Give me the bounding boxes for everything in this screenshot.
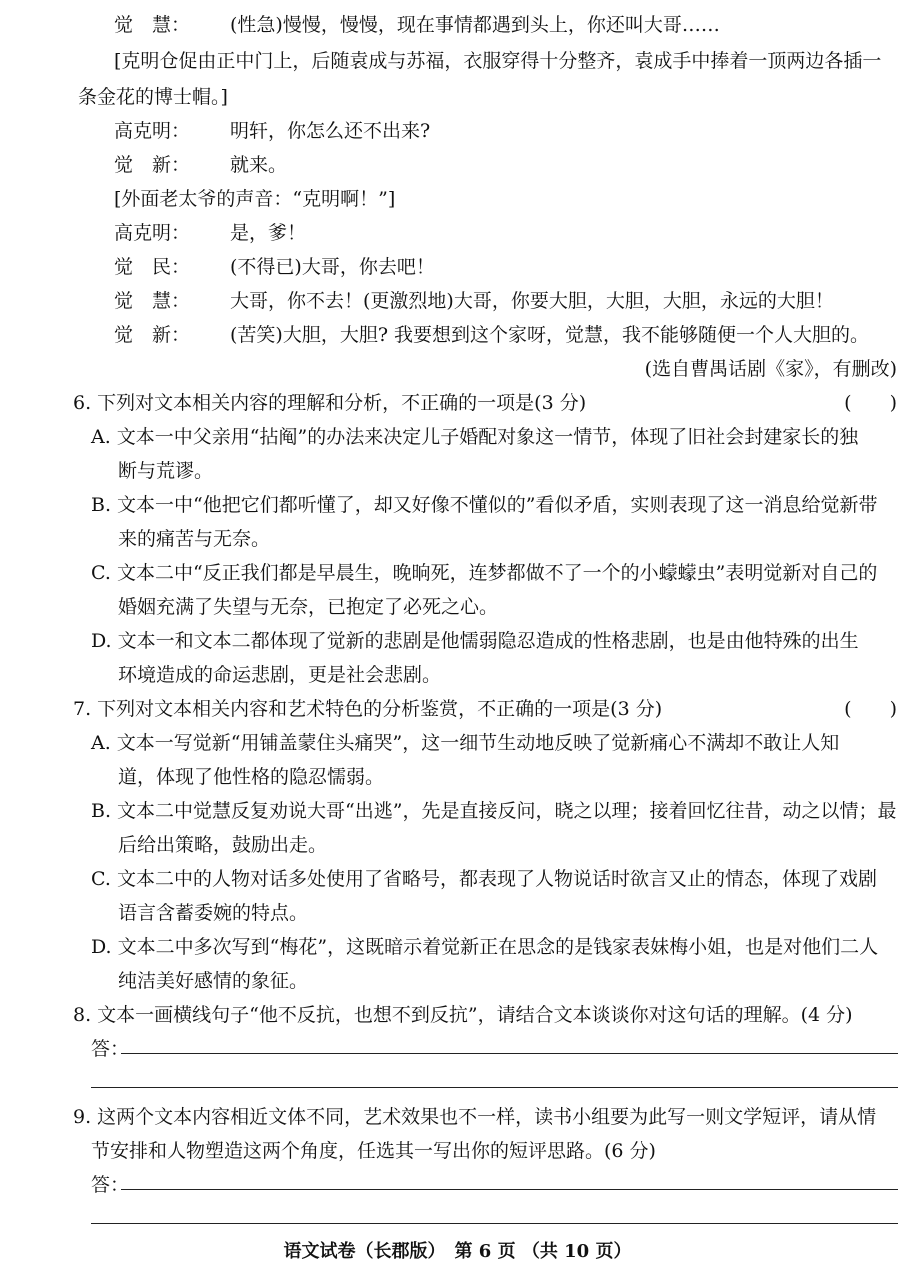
dialogue-line [114,254,435,280]
answer-label: 答： [91,1038,130,1060]
speaker-name: 觉 慧： [114,290,191,312]
dialogue-text: 大哥，你不去！(更激烈地)大哥，你要大胆，大胆，大胆，永远的大胆！ [230,290,834,312]
speaker-name: 高克明： [114,222,191,244]
question-9-stem: 9. 这两个文本内容相近文体不同，艺术效果也不一样，读书小组要为此写一则文学短评，请从情 [73,1106,877,1128]
option-c-cont: 语言含蓄委婉的特点。 [118,902,309,924]
stage-direction: [外面老太爷的声音：“克明啊！”] [114,188,396,210]
dialogue-text: (不得已)大哥，你去吧！ [230,256,435,278]
answer-parentheses[interactable]: ( ) [844,698,897,720]
answer-line[interactable] [91,1223,898,1224]
option-c: C. 文本二中“反正我们都是早晨生，晚晌死，连梦都做不了一个的小蠓蠓虫”表明觉新对自己的 [91,562,878,584]
dialogue-line [114,288,834,314]
answer-line[interactable] [121,1053,898,1054]
dialogue-line [114,12,720,38]
dialogue-line [114,152,287,178]
option-c-cont: 婚姻充满了失望与无奈，已抱定了必死之心。 [118,596,499,618]
answer-line[interactable] [121,1189,898,1190]
option-d-cont: 纯洁美好感情的象征。 [118,970,309,992]
page-footer: 语文试卷（长郡版） 第 6 页 （共 10 页） [283,1241,632,1262]
dialogue-line [114,220,306,246]
speaker-name: 觉 新： [114,324,191,346]
option-c: C. 文本二中的人物对话多处使用了省略号，都表现了人物说话时欲言又止的情态，体现了戏剧 [91,868,877,890]
dialogue-text: 就来。 [230,154,288,176]
option-a: A. 文本一写觉新“用铺盖蒙住头痛哭”，这一细节生动地反映了觉新痛心不满却不敢让人知 [91,732,840,754]
option-b-cont: 来的痛苦与无奈。 [118,528,271,550]
dialogue-line [114,322,869,348]
answer-line[interactable] [91,1087,898,1088]
option-b: B. 文本一中“他把它们都听懂了，却又好像不懂似的”看似矛盾，实则表现了这一消息给觉新带 [91,494,878,516]
option-b: B. 文本二中觉慧反复劝说大哥“出逃”，先是直接反问，晓之以理；接着回忆往昔，动之以情；最 [91,800,897,822]
option-a-cont: 道，体现了他性格的隐忍懦弱。 [118,766,385,788]
source-citation: (选自曹禺话剧《家》，有删改) [644,358,897,380]
dialogue-line [114,118,430,144]
option-d: D. 文本一和文本二都体现了觉新的悲剧是他懦弱隐忍造成的性格悲剧，也是由他特殊的出生 [91,630,859,652]
speaker-name: 觉 民： [114,256,191,278]
option-d-cont: 环境造成的命运悲剧，更是社会悲剧。 [118,664,442,686]
question-8-stem: 8. 文本一画横线句子“他不反抗，也想不到反抗”，请结合文本谈谈你对这句话的理解。(4 分) [73,1004,853,1026]
dialogue-text: (苦笑)大胆，大胆? 我要想到这个家呀，觉慧，我不能够随便一个人大胆的。 [230,324,870,346]
question-9-stem-cont: 节安排和人物塑造这两个角度，任选其一写出你的短评思路。(6 分) [91,1140,656,1162]
option-b-cont: 后给出策略，鼓励出走。 [118,834,328,856]
speaker-name: 高克明： [114,120,191,142]
option-d: D. 文本二中多次写到“梅花”，这既暗示着觉新正在思念的是钱家表妹梅小姐，也是对他们二人 [91,936,879,958]
question-7-stem: 7. 下列对文本相关内容和艺术特色的分析鉴赏，不正确的一项是(3 分) [73,698,663,720]
stage-direction: [克明仓促由正中门上，后随袁成与苏福，衣服穿得十分整齐，袁成手中捧着一顶两边各插一 [114,50,882,72]
answer-label: 答： [91,1174,130,1196]
option-a-cont: 断与荒谬。 [118,460,214,482]
speaker-name: 觉 慧： [114,14,191,36]
question-6-stem: 6. 下列对文本相关内容的理解和分析，不正确的一项是(3 分) [73,392,587,414]
dialogue-text: (性急)慢慢，慢慢，现在事情都遇到头上，你还叫大哥…… [230,14,720,36]
speaker-name: 觉 新： [114,154,191,176]
option-a: A. 文本一中父亲用“拈阄”的办法来决定儿子婚配对象这一情节，体现了旧社会封建家长的独 [91,426,859,448]
dialogue-text: 明轩，你怎么还不出来? [230,120,431,142]
stage-direction-cont: 条金花的博士帽。] [78,86,228,108]
dialogue-text: 是，爹！ [230,222,307,244]
answer-parentheses[interactable]: ( ) [844,392,897,414]
